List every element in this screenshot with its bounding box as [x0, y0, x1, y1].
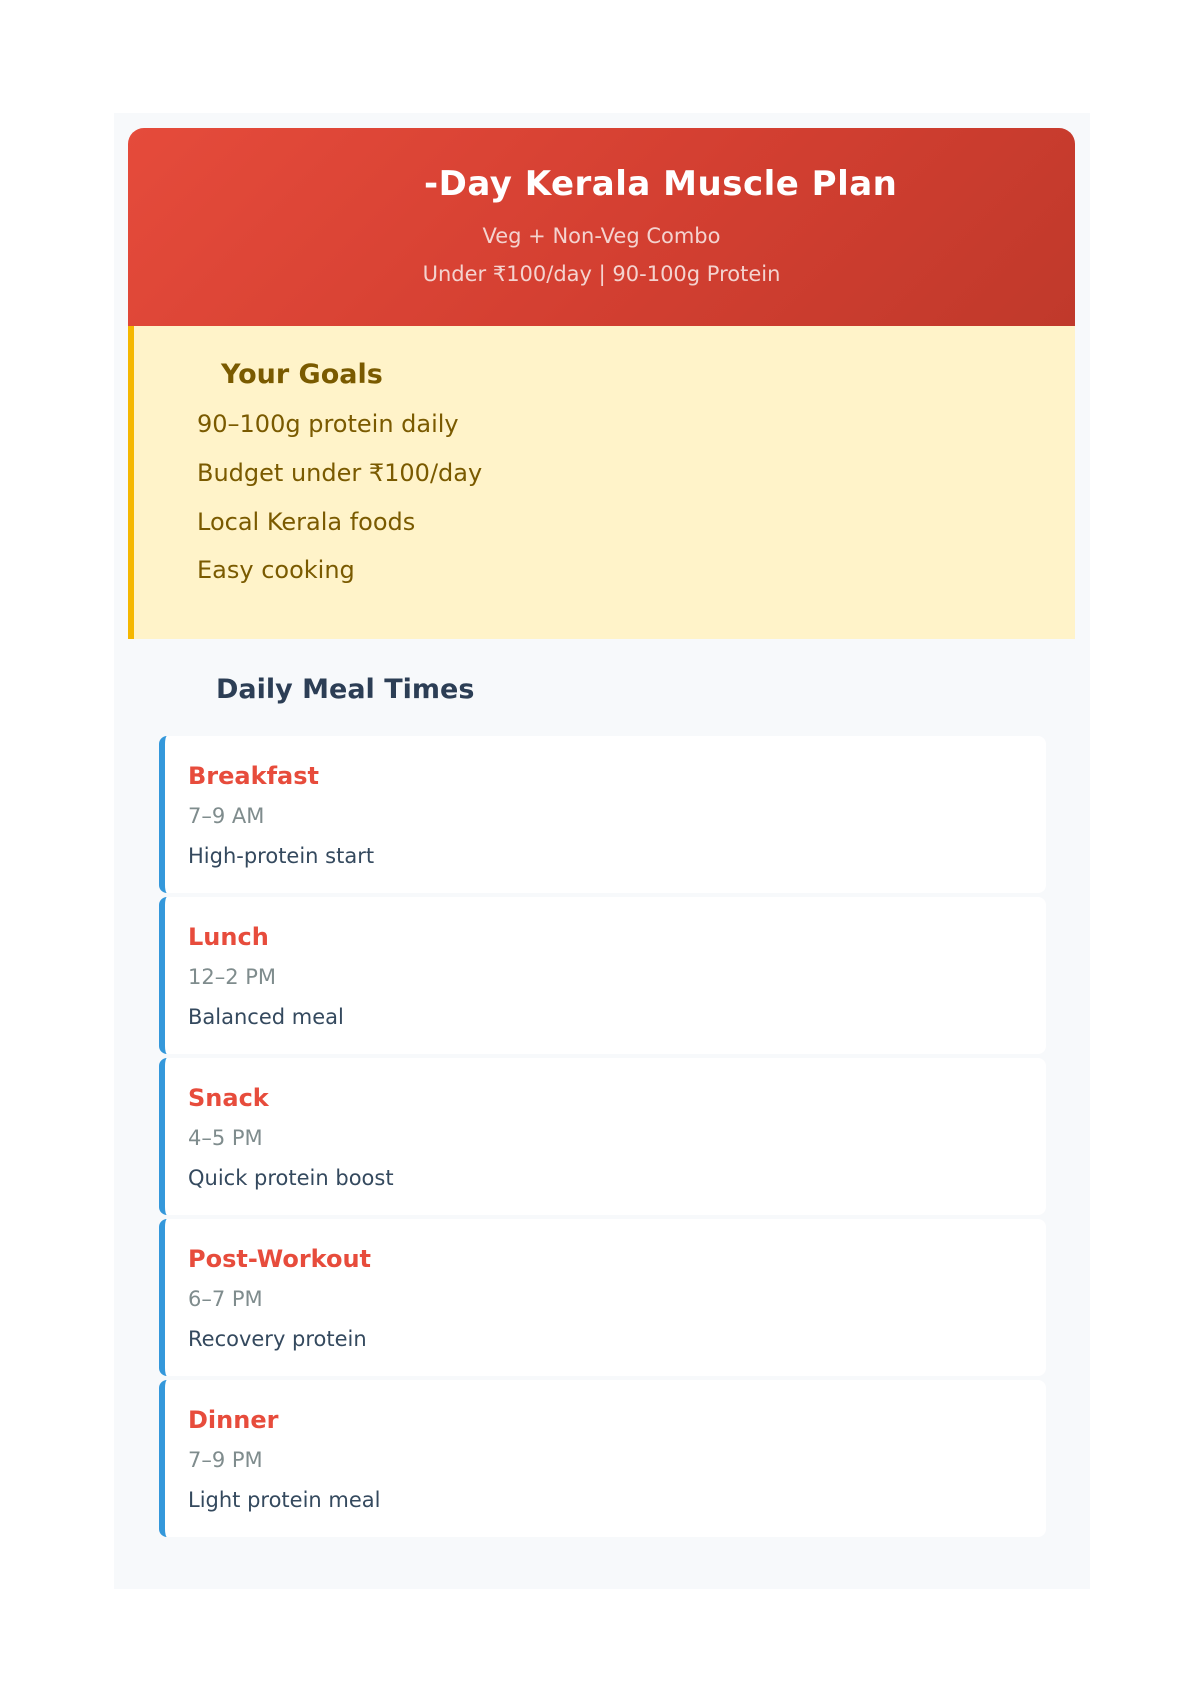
- goal-item: Budget under ₹100/day: [197, 459, 483, 487]
- plan-subtitle-budget: Under ₹100/day | 90-100g Protein: [422, 262, 781, 286]
- meal-card-post-workout: [159, 1219, 1046, 1376]
- meal-time: 7–9 AM: [188, 804, 265, 828]
- plan-header: [128, 128, 1075, 326]
- meal-time: 12–2 PM: [188, 965, 277, 989]
- plan-title: -Day Kerala Muscle Plan: [424, 164, 898, 204]
- meal-description: Balanced meal: [188, 1005, 344, 1029]
- meal-name: Breakfast: [188, 762, 319, 790]
- meal-card-breakfast: [159, 736, 1046, 893]
- meal-time: 6–7 PM: [188, 1287, 263, 1311]
- meal-name: Lunch: [188, 923, 269, 951]
- goal-item: Easy cooking: [197, 556, 355, 584]
- meal-description: High-protein start: [188, 844, 375, 868]
- goals-title: Your Goals: [221, 359, 383, 390]
- goals-section: [128, 326, 1075, 639]
- plan-page: [114, 113, 1090, 1589]
- meal-time: 7–9 PM: [188, 1448, 263, 1472]
- meal-card-dinner: [159, 1380, 1046, 1537]
- meal-card-snack: [159, 1058, 1046, 1215]
- meal-name: Post-Workout: [188, 1245, 372, 1273]
- meal-time: 4–5 PM: [188, 1126, 263, 1150]
- goal-item: 90–100g protein daily: [197, 410, 459, 438]
- meal-name: Dinner: [188, 1406, 279, 1434]
- meal-description: Quick protein boost: [188, 1166, 394, 1190]
- meal-card-lunch: [159, 897, 1046, 1054]
- meal-name: Snack: [188, 1084, 269, 1112]
- plan-subtitle-combo: Veg + Non-Veg Combo: [482, 224, 721, 248]
- goal-item: Local Kerala foods: [197, 508, 416, 536]
- meals-title: Daily Meal Times: [216, 674, 475, 705]
- meal-description: Recovery protein: [188, 1327, 367, 1351]
- meal-description: Light protein meal: [188, 1488, 381, 1512]
